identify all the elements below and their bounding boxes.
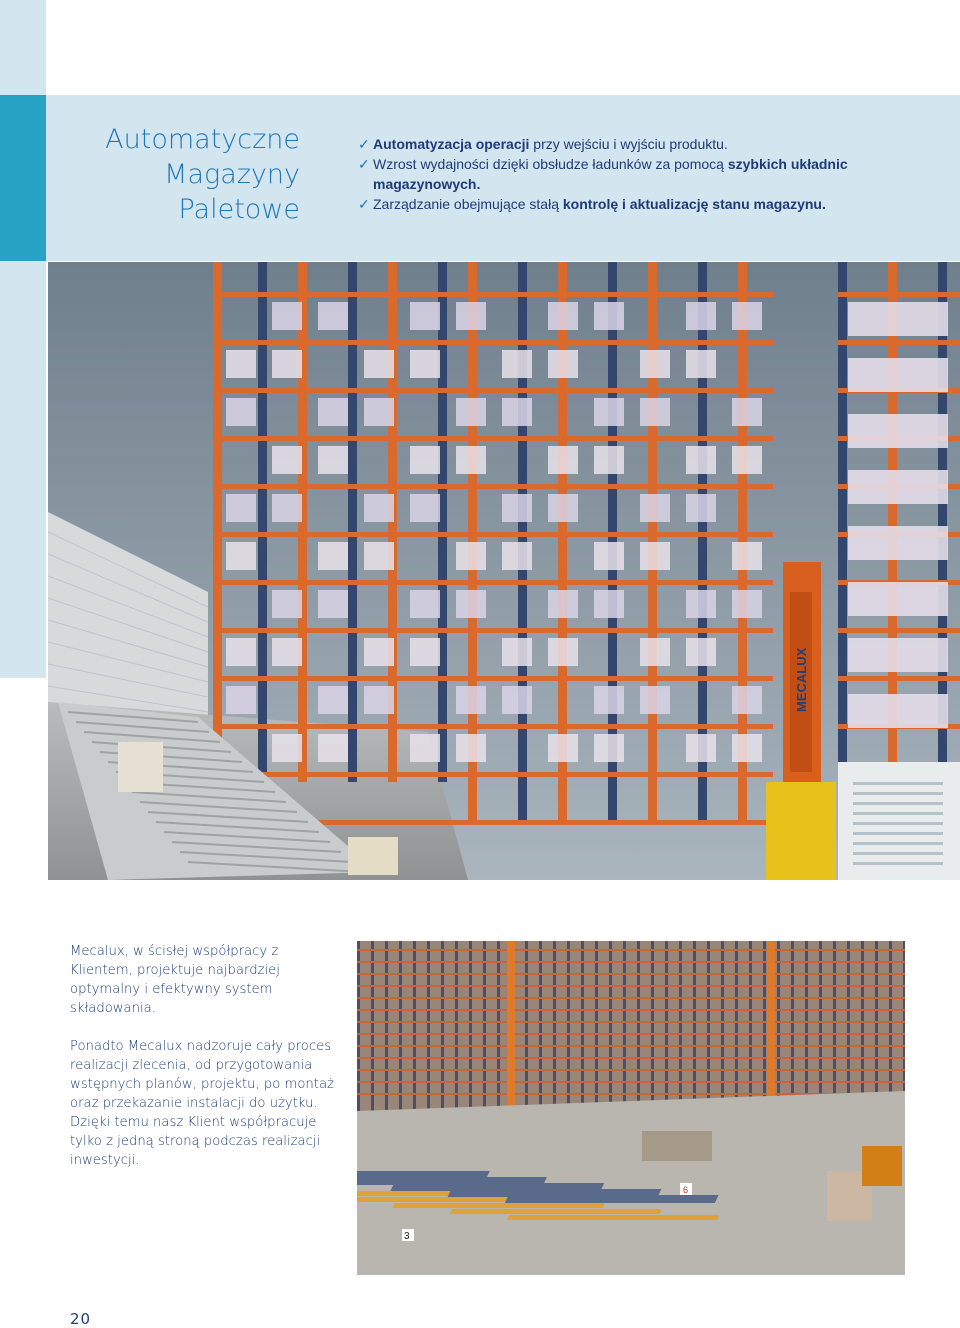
title-line-2: Magazyny [164, 159, 300, 190]
feature-list [358, 134, 948, 214]
feature-text: Zarządzanie obejmujące stałą [373, 196, 563, 212]
feature-text: Wzrost wydajności dzięki obsłudze ładunków za pomocą [373, 156, 728, 172]
section-title [105, 122, 300, 227]
caption-paragraph-2: Ponadto Mecalux nadzoruje cały proces realizacji zlecenia, od przygotowania wstępnych planów, projektu, po montaż oraz przekazanie instalacji do użytku. Dzięki temu nasz Klient współpracuje tylko z jedną stroną podczas realizacji inwestycji. [70, 1039, 334, 1168]
feature-highlight: Automatyzacja operacji [373, 136, 530, 152]
caption-paragraph-1: Mecalux, w ścisłej współpracy z Klientem, projektuje najbardziej optymalny i efektywny system składowania. [70, 944, 280, 1016]
title-line-3: Paletowe [178, 194, 300, 225]
feature-highlight: szybkich układnic magazynowych. [373, 156, 848, 192]
bay-number-6: 6 [683, 1185, 689, 1195]
feature-item [358, 194, 948, 214]
caption-text [70, 942, 345, 1189]
feature-text: przy wejściu i wyjściu produktu. [529, 136, 728, 152]
feature-item [358, 154, 948, 194]
checkmark-icon: ✓ [358, 156, 370, 172]
warehouse-floor-photo [357, 941, 905, 1275]
title-accent-bar [0, 95, 46, 261]
checkmark-icon: ✓ [358, 136, 370, 152]
bay-number-3: 3 [404, 1231, 410, 1242]
page-number: 20 [70, 1310, 92, 1328]
title-line-1: Automatyczne [105, 124, 300, 155]
stacker-brand-label: MECALUX [794, 647, 809, 712]
feature-item [358, 134, 948, 154]
feature-highlight: kontrolę i aktualizację stanu magazynu. [562, 196, 826, 212]
warehouse-racking-photo [48, 262, 960, 880]
checkmark-icon: ✓ [358, 196, 370, 212]
